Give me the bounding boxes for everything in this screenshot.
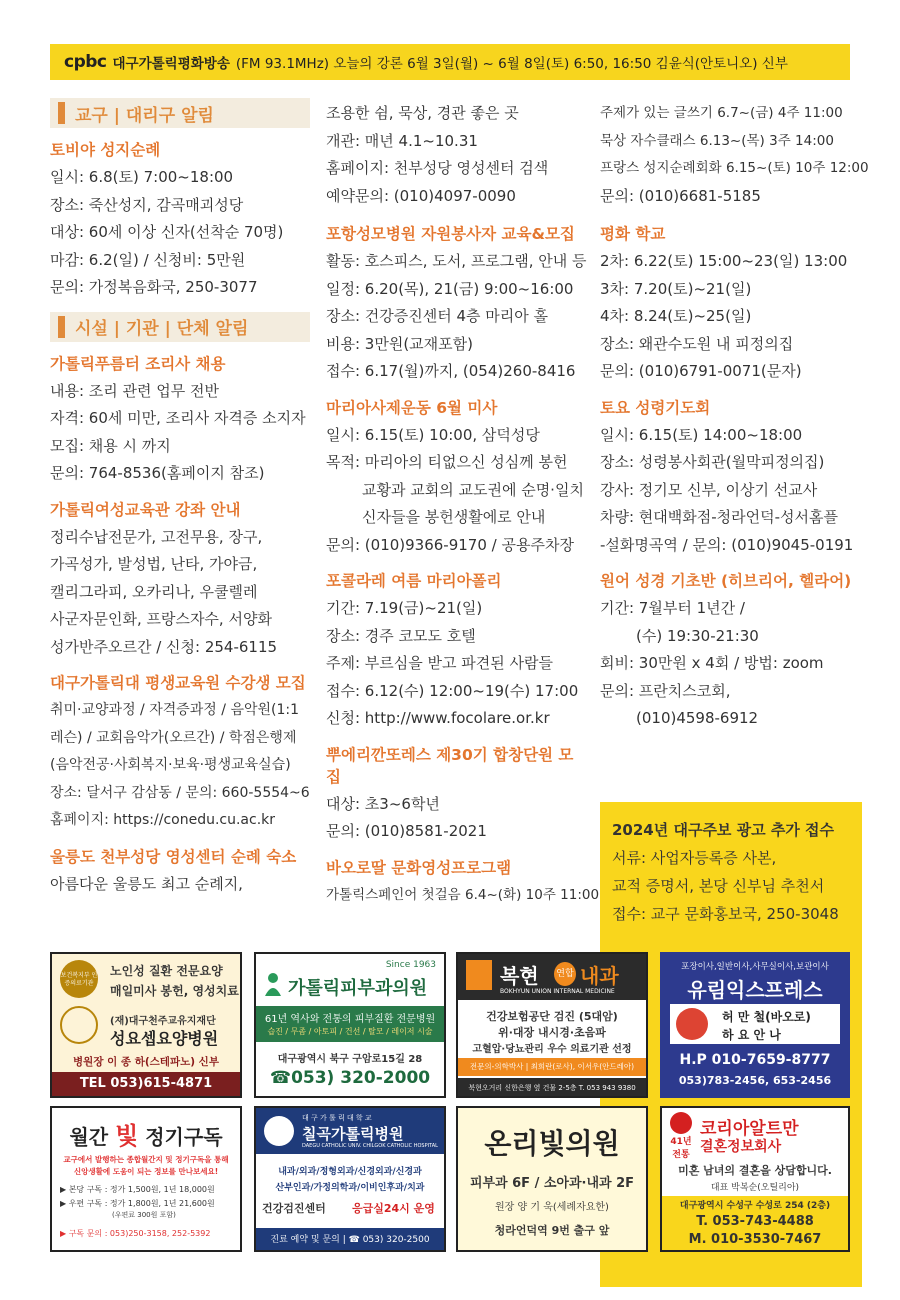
ad-text: ▶ 본당 구독 : 정가 1,500원, 1년 18,000원 — [60, 1185, 215, 1194]
notice-line: 조용한 쉼, 묵상, 경관 좋은 곳 — [326, 104, 519, 122]
company-logo-icon — [676, 1008, 708, 1040]
notice-line: 문의: 프란치스코회, — [600, 681, 731, 700]
clinic-logo-icon — [466, 960, 492, 990]
ad-text: 노인성 질환 전문요양 — [110, 964, 223, 978]
ad-text: 정기구독 — [138, 1125, 223, 1149]
ad-name: 유림익스프레스 — [687, 978, 823, 1002]
ad-text: 대구광역시 북구 구암로15길 28 — [277, 1054, 423, 1065]
notice-line: 모집: 채용 시 까지 — [50, 436, 171, 455]
ad-phone: TEL 053)615-4871 — [52, 1072, 240, 1096]
notice-title: 포항성모병원 자원봉사자 교육&모집 — [326, 225, 575, 243]
notice-line: 접수: 6.17(월)까지, (054)260-8416 — [326, 362, 576, 380]
ad-onlybit-clinic[interactable] — [456, 1106, 648, 1252]
ad-name: 온리빛의원 — [484, 1127, 620, 1160]
ad-korea-altman[interactable] — [660, 1106, 850, 1252]
ad-phone: ▶ 구독 문의 : 053)250-3158, 252-5392 — [60, 1229, 211, 1238]
notice-line: 4차: 8.24(토)~25(일) — [600, 307, 752, 325]
ad-text: 피부과 6F / 소아과·내과 2F — [469, 1176, 635, 1191]
ad-name: 결혼정보회사 — [700, 1139, 782, 1155]
notice-line: 정리수납전문가, 고전무용, 장구, — [50, 527, 263, 546]
ad-text: BOKHYUN UNION INTERNAL MEDICINE — [500, 988, 615, 995]
notice-title: 평화 학교 — [600, 225, 666, 243]
notice-line: 문의: 가정복음화국, 250-3077 — [50, 278, 258, 296]
notice-line: 예약문의: (010)4097-0090 — [326, 186, 516, 205]
ad-text: Since 1963 — [385, 960, 436, 970]
certification-badge: 보건복지부 인증의료기관 — [60, 960, 98, 998]
notice-title: 바오로딸 문화영성프로그램 — [326, 858, 512, 877]
notice-line: 대상: 초3~6학년 — [326, 794, 440, 813]
cpbc-logo: cpbc — [64, 52, 107, 72]
notice-title: 뿌에리깐또레스 제30기 합창단원 모집 — [326, 745, 574, 786]
ad-phone: M. 010-3530-7467 — [688, 1232, 822, 1247]
ad-text: 습진 / 무좀 / 아토피 / 건선 / 탈모 / 레이저 시술 — [267, 1027, 433, 1036]
column-1 — [50, 98, 310, 898]
hospital-emblem-icon — [60, 1006, 98, 1044]
notice-line: (010)4598-6912 — [636, 709, 759, 727]
notice-line: 주제가 있는 글쓰기 6.7~(금) 4주 11:00 — [600, 105, 843, 121]
clinic-logo-icon — [262, 972, 284, 998]
section-header-diocese: 교구 | 대리구 알림 — [50, 98, 310, 128]
ad-name: 복현 — [500, 964, 539, 988]
notice-line: 문의: (010)9366-9170 / 공용주차장 — [326, 535, 574, 554]
ad-text: 신앙생활에 도움이 되는 정보를 만나보세요! — [73, 1167, 219, 1176]
ad-text: 원장 양 기 욱(세례자요한) — [495, 1202, 609, 1213]
cpbc-banner — [50, 44, 850, 80]
notice-line: 비용: 3만원(교재포함) — [326, 334, 473, 353]
notice-title: 가톨릭여성교육관 강좌 안내 — [50, 500, 241, 519]
ad-phone: T. 053-743-4488 — [696, 1214, 814, 1229]
notice-line: 내용: 조리 관련 업무 전반 — [50, 381, 220, 400]
flower-logo-icon — [670, 1112, 692, 1134]
notice-line: 레슨) / 교회음악가(오르간) / 학점은행제 — [50, 729, 297, 746]
notice-line: 신청: http://www.focolare.or.kr — [326, 709, 550, 727]
notice-line: 가곡성가, 발성법, 난타, 가야금, — [50, 555, 258, 573]
notice-line: 회비: 30만원 x 4회 / 방법: zoom — [600, 654, 824, 672]
notice-line: 목적: 마리아의 티없으신 성심께 봉헌 — [326, 453, 568, 471]
ad-text: 허 만 철(바오로) — [722, 1010, 811, 1024]
notice-line: 신자들을 봉헌생활에로 안내 — [362, 508, 546, 526]
hospital-emblem-icon — [264, 1116, 294, 1146]
notice-line: 취미·교양과정 / 자격증과정 / 음악원(1:1 — [50, 702, 300, 718]
ad-phone: H.P 010-7659-8777 — [679, 1052, 831, 1068]
ad-text: 월간 — [69, 1125, 116, 1149]
section-header-facilities: 시설 | 기관 | 단체 알림 — [50, 312, 310, 342]
ad-name: 성요셉요양병원 — [110, 1029, 219, 1048]
ad-yurim-express[interactable] — [660, 952, 850, 1098]
notice-line: 장소: 죽산성지, 감곡매괴성당 — [50, 195, 244, 214]
ad-text: 포장이사,일반이사,사무실이사,보관이사 — [681, 962, 829, 972]
notice-line: (수) 19:30-21:30 — [636, 626, 759, 645]
notice-line: 아름다운 울릉도 최고 순례지, — [50, 874, 243, 893]
ad-text: 병원장 이 종 하(스테파노) 신부 — [73, 1056, 219, 1068]
notice-line: 차량: 현대백화점-청라언덕-성서홈플 — [600, 508, 838, 526]
notice-line: 개관: 매년 4.1~10.31 — [326, 131, 478, 150]
ad-text: (재)대구천주교유지재단 — [110, 1016, 216, 1027]
ad-text: 건강보험공단 검진 (5대암) — [486, 1010, 618, 1023]
notice-line: 장소: 경주 코모도 호텔 — [326, 626, 476, 645]
notice-line: 강사: 정기모 신부, 이상기 선교사 — [600, 480, 818, 499]
ad-catholic-dermatology[interactable] — [254, 952, 446, 1098]
ad-phone: ☎053) 320-2000 — [269, 1068, 431, 1088]
notice-title: 원어 성경 기초반 (히브리어, 헬라어) — [600, 572, 852, 590]
ad-text: 고혈압·당뇨관리 우수 의료기관 선정 — [472, 1044, 632, 1055]
notice-line: 가톨릭스페인어 첫걸음 6.4~(화) 10주 11:00 — [326, 886, 600, 903]
notice-line: 문의: (010)8581-2021 — [326, 822, 487, 840]
notice-line: 장소: 달서구 감삼동 / 문의: 660-5554~6 — [50, 784, 310, 801]
ad-name: 가톨릭피부과의원 — [288, 978, 428, 999]
notice-line: 접수: 6.12(수) 12:00~19(수) 17:00 — [326, 681, 579, 700]
notice-line: 교황과 교회의 교도권에 순명·일치 — [362, 480, 584, 499]
notice-line: 일정: 6.20(목), 21(금) 9:00~16:00 — [326, 279, 574, 298]
notice-title: 울릉도 천부성당 영성센터 순례 숙소 — [50, 847, 297, 866]
notice-line: 일시: 6.8(토) 7:00~18:00 — [50, 168, 234, 186]
notice-line: 문의: (010)6791-0071(문자) — [600, 362, 802, 380]
notice-line: 자격: 60세 미만, 조리사 자격증 소지자 — [50, 409, 306, 427]
ad-submission-line: 접수: 교구 문화홍보국, 250-3048 — [612, 905, 839, 923]
ad-text: 전문의-의학박사 | 최희란(로사), 이서우(안드레아) — [458, 1058, 646, 1076]
notice-line: 성가반주오르간 / 신청: 254-6115 — [50, 637, 278, 656]
ad-st-joseph-hospital[interactable] — [50, 952, 242, 1098]
ad-name: 코리아알트만 — [700, 1119, 799, 1139]
banner-text: (FM 93.1MHz) 오늘의 강론 6월 3일(월) ~ 6월 8일(토) 6:50, 16:50 김윤식(안토니오) 신부 — [235, 56, 788, 72]
notice-line: -설화명곡역 / 문의: (010)9045-0191 — [600, 535, 854, 554]
ad-text: (우편료 300원 포함) — [112, 1211, 176, 1219]
broadcaster-name: 대구가톨릭평화방송 — [112, 56, 230, 72]
column-2 — [326, 100, 600, 909]
ad-text: 대 구 가 톨 릭 대 학 교 — [302, 1114, 372, 1122]
ad-submission-line: 교적 증명서, 본당 신부님 추천서 — [612, 877, 825, 895]
ad-submission-title: 2024년 대구주보 광고 추가 접수 — [612, 821, 835, 839]
ad-phone: 진료 예약 및 문의 | ☎ 053) 320-2500 — [256, 1228, 444, 1252]
notice-line: 홈페이지: 천부성당 영성센터 검색 — [326, 159, 549, 177]
notice-line: 주제: 부르심을 받고 파견된 사람들 — [326, 654, 553, 672]
ad-name: 내과 — [580, 964, 619, 988]
ad-badge: 전통 — [672, 1150, 690, 1160]
ad-text: 빛 — [115, 1122, 139, 1150]
notice-line: 일시: 6.15(토) 10:00, 삼덕성당 — [326, 425, 540, 444]
ad-text: 건강검진센터 — [262, 1202, 326, 1215]
notice-line: 3차: 7.20(토)~21(일) — [600, 279, 752, 298]
ad-text: ▶ 우편 구독 : 정가 1,800원, 1년 21,600원 — [60, 1199, 215, 1208]
ad-text: 산부인과/가정의학과/이비인후과/치과 — [275, 1183, 425, 1193]
ad-address: 대구광역시 수성구 수성로 254 (2층) — [679, 1201, 831, 1211]
notice-line: 대상: 60세 이상 신자(선착순 70명) — [50, 223, 284, 241]
notice-line: 일시: 6.15(토) 14:00~18:00 — [600, 425, 803, 444]
notice-line: 캘리그라피, 오카리나, 우쿨렐레 — [50, 582, 258, 601]
notice-line: (음악전공·사회복지·보육·평생교육실습) — [50, 757, 291, 773]
ad-submission-line: 서류: 사업자등록증 사본, — [612, 849, 777, 867]
notice-title: 마리아사제운동 6월 미사 — [326, 398, 498, 417]
notice-line: 2차: 6.22(토) 15:00~23(일) 13:00 — [600, 252, 848, 270]
ad-text: 매일미사 봉헌, 영성치료 — [110, 984, 239, 998]
notice-line: 홈페이지: https://conedu.cu.ac.kr — [50, 812, 276, 828]
ad-name: 칠곡가톨릭병원 — [302, 1125, 404, 1143]
ad-text: 교구에서 발행하는 종합월간지 및 정기구독을 통해 — [63, 1155, 229, 1164]
ad-text: 응급실24시 운영 — [352, 1202, 435, 1215]
ad-text: 위·대장 내시경·초음파 — [498, 1026, 606, 1039]
ad-monthly-bit-subscription[interactable] — [50, 1106, 242, 1252]
notice-line: 활동: 호스피스, 도서, 프로그램, 안내 등 — [326, 252, 587, 270]
notice-line: 문의: (010)6681-5185 — [600, 186, 761, 205]
ad-text: 대표 박복순(오틸리아) — [710, 1183, 800, 1193]
notice-line: 기간: 7.19(금)~21(일) — [326, 599, 483, 617]
notice-title: 포콜라레 여름 마리아폴리 — [326, 572, 502, 590]
ad-bokhyun-clinic[interactable] — [456, 952, 648, 1098]
notice-line: 사군자문인화, 프랑스자수, 서양화 — [50, 610, 272, 628]
ad-text: 미혼 남녀의 결혼을 상담합니다. — [678, 1164, 832, 1177]
ad-phone: 053)783-2456, 653-2456 — [678, 1074, 832, 1087]
ad-badge: 41년 — [670, 1137, 692, 1147]
notice-title: 대구가톨릭대 평생교육원 수강생 모집 — [50, 674, 306, 692]
ad-badge: 연합 — [554, 962, 576, 986]
ad-text: DAEGU CATHOLIC UNIV. CHILGOK CATHOLIC HOSPITAL — [302, 1143, 438, 1149]
notice-line: 마감: 6.2(일) / 신청비: 5만원 — [50, 250, 246, 269]
notice-line: 프랑스 성지순례회화 6.15~(토) 10주 12:00 — [600, 160, 869, 176]
ad-text: 내과/외과/정형외과/신경외과/신경과 — [278, 1167, 422, 1177]
notice-line: 장소: 왜관수도원 내 피정의집 — [600, 334, 794, 353]
notice-title: 토요 성령기도회 — [600, 398, 711, 417]
notice-line: 장소: 건강증진센터 4층 마리아 홀 — [326, 307, 549, 325]
ad-text: 하 요 안 나 — [722, 1028, 781, 1042]
column-3 — [600, 100, 869, 733]
ad-chilgok-catholic-hospital[interactable] — [254, 1106, 446, 1252]
ad-text: 청라언덕역 9번 출구 앞 — [494, 1224, 610, 1237]
notice-line: 문의: 764-8536(홈페이지 참조) — [50, 464, 265, 482]
notice-title: 토비야 성지순례 — [50, 141, 161, 159]
notice-line: 장소: 성령봉사회관(월막피정의집) — [600, 453, 825, 471]
notice-line: 기간: 7월부터 1년간 / — [600, 599, 745, 617]
ad-text: 61년 역사와 전통의 피부질환 전문병원 — [264, 1014, 436, 1025]
notice-title: 가톨릭푸름터 조리사 채용 — [50, 354, 226, 373]
ad-address: 북현오거리 신한은행 옆 건물 2-5층 T. 053 943 9380 — [458, 1078, 646, 1098]
notice-line: 묵상 자수클래스 6.13~(목) 3주 14:00 — [600, 132, 834, 149]
